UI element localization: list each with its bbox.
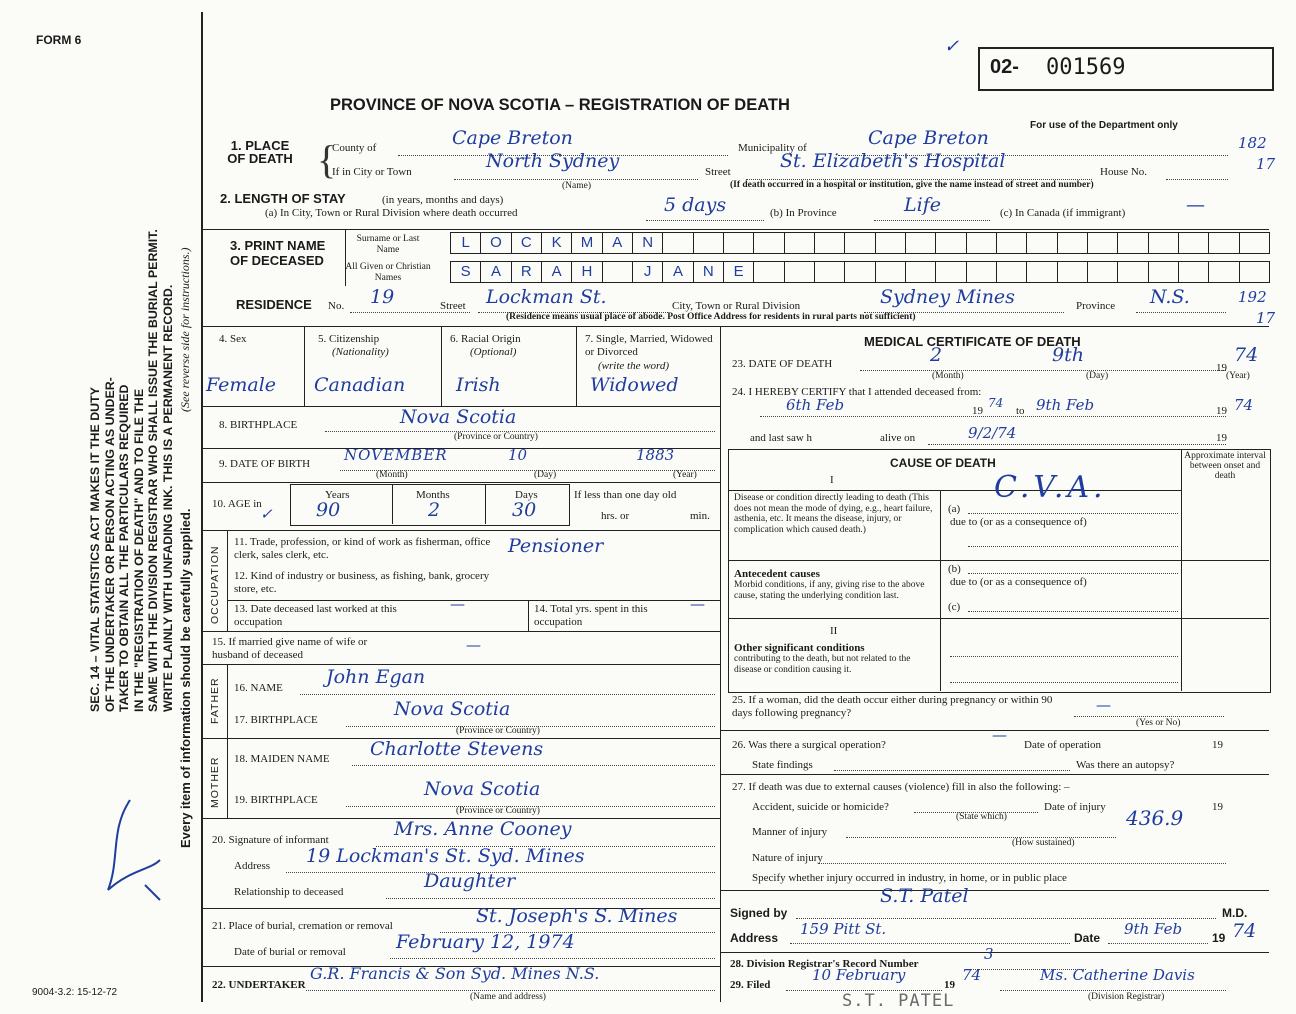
- form-title: PROVINCE OF NOVA SCOTIA – REGISTRATION OF DEATH: [330, 96, 790, 114]
- days-label: Days: [515, 489, 538, 501]
- days-value: 30: [512, 499, 537, 521]
- cause-c-label: (c): [948, 601, 961, 613]
- given-cell: [603, 262, 633, 282]
- dob-month-sub: (Month): [376, 470, 408, 480]
- physician-stamp: S.T. PATEL: [842, 991, 955, 1011]
- state-which-sub: (State which): [956, 812, 1007, 822]
- part-two-label: II: [830, 625, 838, 637]
- given-cell: [1179, 262, 1209, 282]
- given-cell: [785, 262, 815, 282]
- marital-value: Widowed: [590, 374, 679, 396]
- mother-birthplace-sub: (Province or Country): [456, 806, 540, 816]
- dod-month-sub: (Month): [932, 371, 964, 381]
- q14-label: 14. Total yrs. spent in this occupation: [534, 603, 648, 628]
- injury-date-label: Date of injury: [1044, 801, 1106, 813]
- given-cell: N: [694, 262, 724, 282]
- surname-cell: [997, 233, 1027, 253]
- q26-answer: —: [992, 726, 1007, 744]
- dod-year-sub: (Year): [1226, 371, 1250, 381]
- q11-value: Pensioner: [508, 535, 604, 557]
- signed-date: 9th Feb: [1124, 920, 1183, 938]
- undertaker-value: G.R. Francis & Son Syd. Mines N.S.: [310, 964, 600, 983]
- residence-label: RESIDENCE: [236, 297, 312, 312]
- statute-line: WRITE PLAINLY WITH UNFADING INK. THIS IS A PERMANENT RECORD.: [160, 284, 175, 712]
- stay-b-label: (b) In Province: [770, 207, 837, 219]
- reverse-note: (See reverse side for instructions.): [178, 247, 192, 412]
- injury-year-prefix: 19: [1212, 801, 1223, 813]
- registrar-sub: (Division Registrar): [1088, 992, 1165, 1002]
- surname-cell: A: [603, 233, 633, 253]
- cause-b-label: (b): [948, 563, 961, 575]
- undertaker-label: 22. UNDERTAKER: [212, 979, 306, 991]
- registrar-signature: Ms. Catherine Davis: [1040, 966, 1195, 984]
- q14-value: —: [690, 595, 705, 613]
- dob-day-sub: (Day): [534, 470, 557, 480]
- q13-value: —: [450, 595, 465, 613]
- address-label: Address: [730, 931, 779, 945]
- surname-cell: L: [451, 233, 481, 253]
- age-label: 10. AGE in: [212, 498, 262, 510]
- mother-birthplace-label: 19. BIRTHPLACE: [234, 794, 318, 806]
- surname-cell: [1209, 233, 1239, 253]
- given-name-cells: [450, 261, 1270, 283]
- mother-maiden-label: 18. MAIDEN NAME: [234, 753, 330, 765]
- md-label: M.D.: [1222, 906, 1248, 920]
- last-saw-date: 9/2/74: [968, 424, 1017, 442]
- q11-label: 11. Trade, profession, or kind of work as fisherman, office clerk, sales clerk, etc.: [234, 536, 491, 561]
- statute-line: TAKER TO OBTAIN ALL THE PARTICULARS REQUIRED: [117, 384, 132, 712]
- dod-label: 23. DATE OF DEATH: [732, 358, 833, 370]
- q28-label: 28. Division Registrar's Record Number: [730, 958, 919, 970]
- municipality-label: Municipality of: [738, 142, 807, 154]
- due-to-b: due to (or as a consequence of): [950, 576, 1087, 588]
- informant-signature-label: 20. Signature of informant: [212, 834, 329, 846]
- burial-place: St. Joseph's S. Mines: [476, 905, 678, 927]
- dod-month: 2: [930, 344, 943, 366]
- cause-a-value: C.V.A.: [994, 470, 1107, 505]
- relationship-label: Relationship to deceased: [234, 886, 344, 898]
- surname-cell: [845, 233, 875, 253]
- print-name-label: 3. PRINT NAME OF DECEASED: [230, 238, 326, 268]
- relationship-value: Daughter: [424, 870, 516, 892]
- part-one-label: I: [830, 474, 834, 486]
- given-cell: [1209, 262, 1239, 282]
- registration-number-box: [978, 47, 1274, 91]
- mother-side-label: MOTHER: [209, 756, 221, 808]
- q13-label: 13. Date deceased last worked at this occupation: [234, 603, 397, 628]
- attended-from: 6th Feb: [786, 396, 845, 414]
- surname-cell: O: [481, 233, 511, 253]
- residence-street: Lockman St.: [486, 286, 607, 308]
- other-conditions-label: Other significant conditions: [734, 642, 865, 654]
- how-sustained-sub: (How sustained): [1012, 838, 1075, 848]
- dob-day: 10: [508, 446, 528, 464]
- given-cell: H: [572, 262, 602, 282]
- surname-cell: [663, 233, 693, 253]
- surname-cell: [1027, 233, 1057, 253]
- last-saw-label: and last saw h: [750, 432, 813, 444]
- given-cell: [967, 262, 997, 282]
- marital-sub: (write the word): [598, 360, 670, 372]
- statute-line: SAME WITH THE DIVISION REGISTRAR WHO SHALL ISSUE THE BURIAL PERMIT.: [146, 229, 161, 712]
- father-name-label: 16. NAME: [234, 682, 283, 694]
- manner-label: Manner of injury: [752, 826, 828, 838]
- direct-cause-label: Disease or condition directly leading to death (This does not mean the mode of dying, e.g., heart failure, asthenia, etc. It means the disease, injury, or complication which caused death.): [734, 493, 933, 535]
- informant-address: 19 Lockman's St. Syd. Mines: [306, 845, 585, 867]
- place-note: (If death occurred in a hospital or institution, give the name instead of street and number): [730, 180, 1094, 190]
- city-label: If in City or Town: [332, 166, 412, 178]
- father-side-label: FATHER: [209, 677, 221, 724]
- residence-street-label: Street: [440, 300, 466, 312]
- given-cell: [936, 262, 966, 282]
- city-name-sub: (Name): [562, 181, 592, 191]
- surname-cell: [876, 233, 906, 253]
- given-cell: A: [663, 262, 693, 282]
- given-cell: [815, 262, 845, 282]
- given-cell: [1118, 262, 1148, 282]
- dod-day: 9th: [1052, 344, 1084, 366]
- q12-label: 12. Kind of industry or business, as fishing, bank, grocery store, etc.: [234, 570, 490, 595]
- given-cell: [845, 262, 875, 282]
- under-day-label: If less than one day old: [574, 489, 677, 501]
- surname-cell: [1118, 233, 1148, 253]
- surname-cell: [694, 233, 724, 253]
- given-cell: [1058, 262, 1088, 282]
- to-year-prefix: 19: [1216, 405, 1227, 417]
- municipality-value: Cape Breton: [868, 127, 989, 149]
- spouse-value: —: [466, 636, 481, 654]
- surname-cell: [785, 233, 815, 253]
- given-label: All Given or Christian Names: [345, 262, 431, 283]
- dod-year-prefix: 19: [1216, 362, 1227, 374]
- years-value: 90: [316, 499, 341, 521]
- given-cell: [1240, 262, 1269, 282]
- last-saw-year-prefix: 19: [1216, 432, 1227, 444]
- surname-cell: [967, 233, 997, 253]
- signed-year: 74: [1232, 920, 1257, 942]
- reg-prefix: 02-: [990, 56, 1019, 78]
- surname-label: Surname or Last Name: [356, 234, 420, 255]
- race-sub: (Optional): [470, 346, 517, 358]
- race-label: 6. Racial Origin: [450, 333, 521, 345]
- surname-cell: C: [512, 233, 542, 253]
- citizenship-value: Canadian: [314, 374, 406, 396]
- surname-cell: M: [572, 233, 602, 253]
- stay-a-value: 5 days: [664, 194, 727, 216]
- given-cell: J: [633, 262, 663, 282]
- q25-label: 25. If a woman, did the death occur either during pregnancy or within 90 days following pregnancy?: [732, 694, 1053, 719]
- county-label: County of: [332, 142, 377, 154]
- street-value: St. Elizabeth's Hospital: [780, 150, 1006, 172]
- residence-province-label: Province: [1076, 300, 1116, 312]
- months-value: 2: [428, 499, 441, 521]
- op-date-label: Date of operation: [1024, 739, 1101, 751]
- given-cell: [1088, 262, 1118, 282]
- cause-a-label: (a): [948, 503, 961, 515]
- surname-cell: [1149, 233, 1179, 253]
- county-value: Cape Breton: [452, 127, 573, 149]
- given-cell: [1027, 262, 1057, 282]
- given-cell: R: [512, 262, 542, 282]
- given-cell: [876, 262, 906, 282]
- given-cell: [997, 262, 1027, 282]
- instruction-text: Every item of information should be carefully supplied.: [178, 508, 193, 848]
- statute-line: SEC. 14 – VITAL STATISTICS ACT MAKES IT THE DUTY: [88, 387, 102, 712]
- father-birthplace: Nova Scotia: [394, 698, 511, 720]
- q29-label: 29. Filed: [730, 979, 771, 991]
- q26-label: 26. Was there a surgical operation?: [732, 739, 886, 751]
- surname-cell: [754, 233, 784, 253]
- surname-cell: [1058, 233, 1088, 253]
- citizenship-sub: (Nationality): [332, 346, 389, 358]
- to-year: 74: [1234, 396, 1254, 414]
- surname-cell: K: [542, 233, 572, 253]
- burial-date: February 12, 1974: [396, 931, 575, 953]
- citizenship-label: 5. Citizenship: [318, 333, 380, 345]
- dept-code: 192: [1238, 288, 1267, 306]
- marital-label: 7. Single, Married, Widowed or Divorced: [585, 333, 713, 358]
- pen-scribble: [90, 790, 170, 910]
- dob-year-sub: (Year): [673, 470, 697, 480]
- dob-year: 1883: [636, 446, 675, 464]
- from-year: 74: [988, 396, 1004, 410]
- code-value: 436.9: [1126, 806, 1184, 830]
- left-border: [201, 12, 203, 1002]
- street-label: Street: [705, 166, 731, 178]
- certify-label: 24. I HEREBY CERTIFY that I attended deceased from:: [732, 386, 982, 398]
- burial-place-label: 21. Place of burial, cremation or removal: [212, 920, 393, 932]
- surname-cell: [815, 233, 845, 253]
- sex-label: 4. Sex: [219, 333, 247, 345]
- signed-by-label: Signed by: [730, 906, 788, 920]
- q25-answer: —: [1096, 696, 1111, 714]
- given-cell: [754, 262, 784, 282]
- surname-cell: [724, 233, 754, 253]
- stay-c-value: —: [1186, 194, 1205, 216]
- from-year-prefix: 19: [972, 405, 983, 417]
- given-cell: E: [724, 262, 754, 282]
- father-name: John Egan: [326, 666, 426, 688]
- mother-birthplace: Nova Scotia: [424, 778, 541, 800]
- date-label: Date: [1074, 931, 1101, 945]
- attended-to: 9th Feb: [1036, 396, 1095, 414]
- given-cell: [1149, 262, 1179, 282]
- form-code: 9004-3.2: 15-12-72: [32, 987, 118, 998]
- antecedent-label: Antecedent causes: [734, 568, 820, 580]
- birthplace-value: Nova Scotia: [400, 406, 517, 428]
- physician-address: 159 Pitt St.: [800, 920, 887, 938]
- min-label: min.: [690, 510, 710, 522]
- accident-label: Accident, suicide or homicide?: [752, 801, 889, 813]
- given-cell: A: [542, 262, 572, 282]
- length-of-stay-label: 2. LENGTH OF STAY: [220, 191, 346, 206]
- filed-year: 74: [962, 966, 982, 984]
- nature-label: Nature of injury: [752, 852, 823, 864]
- sex-value: Female: [206, 374, 277, 396]
- reg-number: 001569: [1046, 55, 1126, 80]
- residence-city: Sydney Mines: [880, 286, 1015, 308]
- check-mark: ✓: [944, 36, 960, 57]
- residence-note: (Residence means usual place of abode. Post Office Address for residents in rural parts not sufficient): [506, 312, 916, 322]
- given-cell: A: [481, 262, 511, 282]
- due-to-a: due to (or as a consequence of): [950, 516, 1087, 528]
- surname-cells: [450, 232, 1270, 254]
- father-birthplace-label: 17. BIRTHPLACE: [234, 714, 318, 726]
- signed-year-prefix: 19: [1212, 931, 1226, 945]
- burial-date-label: Date of burial or removal: [234, 946, 346, 958]
- surname-cell: [1240, 233, 1269, 253]
- interval-label: Approximate interval between onset and death: [1184, 451, 1266, 481]
- filed-year-prefix: 19: [944, 979, 955, 991]
- q27-label: 27. If death was due to external causes (violence) fill in also the following: –: [732, 781, 1070, 793]
- birthplace-sub: (Province or Country): [454, 432, 538, 442]
- months-label: Months: [416, 489, 450, 501]
- last-saw-mid: alive on: [880, 432, 916, 444]
- record-number: 3: [984, 945, 994, 963]
- residence-province: N.S.: [1150, 286, 1190, 308]
- autopsy-label: Was there an autopsy?: [1076, 759, 1175, 771]
- city-value: North Sydney: [486, 150, 620, 172]
- dept-code: 182: [1238, 134, 1267, 152]
- spouse-label: 15. If married give name of wife or husband of deceased: [212, 636, 368, 661]
- statute-line: IN THE "REGISTRATION OF DEATH" AND TO FILE THE: [131, 388, 146, 712]
- place-of-death-label: 1. PLACE OF DEATH: [227, 138, 293, 166]
- surname-cell: [1179, 233, 1209, 253]
- surname-cell: [1088, 233, 1118, 253]
- where-label: Specify whether injury occurred in industry, in home, or in public place: [752, 872, 1067, 884]
- stay-b-value: Life: [904, 194, 941, 216]
- yes-no-sub: (Yes or No): [1136, 718, 1181, 728]
- dept-use-label: For use of the Department only: [1030, 120, 1178, 131]
- form-label: FORM 6: [36, 33, 82, 47]
- residence-no: 19: [370, 286, 395, 308]
- other-conditions-note: contributing to the death, but not related to the disease or condition causing it.: [734, 654, 911, 675]
- birthplace-label: 8. BIRTHPLACE: [219, 419, 298, 431]
- cause-heading: CAUSE OF DEATH: [890, 456, 996, 470]
- surname-cell: N: [633, 233, 663, 253]
- op-year-prefix: 19: [1212, 739, 1223, 751]
- given-cell: S: [451, 262, 481, 282]
- dod-year: 74: [1234, 344, 1259, 366]
- dept-code: 17: [1256, 309, 1276, 327]
- surname-cell: [936, 233, 966, 253]
- stay-a-label: (a) In City, Town or Rural Division where death occurred: [265, 207, 518, 219]
- dob-label: 9. DATE OF BIRTH: [219, 458, 311, 470]
- statute-text: [88, 229, 176, 712]
- informant-address-label: Address: [234, 860, 271, 872]
- antecedent-note: Morbid conditions, if any, giving rise to the above cause, stating the underlying condition last.: [734, 580, 925, 601]
- to-label: to: [1016, 405, 1025, 417]
- medical-heading: MEDICAL CERTIFICATE OF DEATH: [864, 334, 1081, 349]
- residence-city-label: City, Town or Rural Division: [672, 300, 801, 312]
- statute-line: OF THE UNDERTAKER OR PERSON ACTING AS UNDER-: [102, 377, 117, 712]
- filed-date: 10 February: [812, 966, 906, 984]
- undertaker-sub: (Name and address): [470, 992, 546, 1002]
- stay-note: (in years, months and days): [382, 194, 504, 206]
- given-cell: [906, 262, 936, 282]
- dept-code: 17: [1256, 155, 1276, 173]
- findings-label: State findings: [752, 759, 813, 771]
- house-label: House No.: [1100, 166, 1148, 178]
- residence-no-label: No.: [328, 300, 345, 312]
- surname-cell: [906, 233, 936, 253]
- age-check: ✓: [260, 505, 273, 523]
- father-birthplace-sub: (Province or Country): [456, 726, 540, 736]
- physician-signature: S.T. Patel: [880, 885, 969, 907]
- years-label: Years: [325, 489, 350, 501]
- race-value: Irish: [456, 374, 501, 396]
- hrs-label: hrs. or: [601, 510, 630, 522]
- occupation-side-label: OCCUPATION: [209, 545, 221, 624]
- dod-day-sub: (Day): [1086, 371, 1109, 381]
- mother-maiden-name: Charlotte Stevens: [370, 738, 544, 760]
- dob-month: NOVEMBER: [344, 446, 448, 464]
- informant-signature: Mrs. Anne Cooney: [394, 818, 572, 840]
- stay-c-label: (c) In Canada (if immigrant): [1000, 207, 1126, 219]
